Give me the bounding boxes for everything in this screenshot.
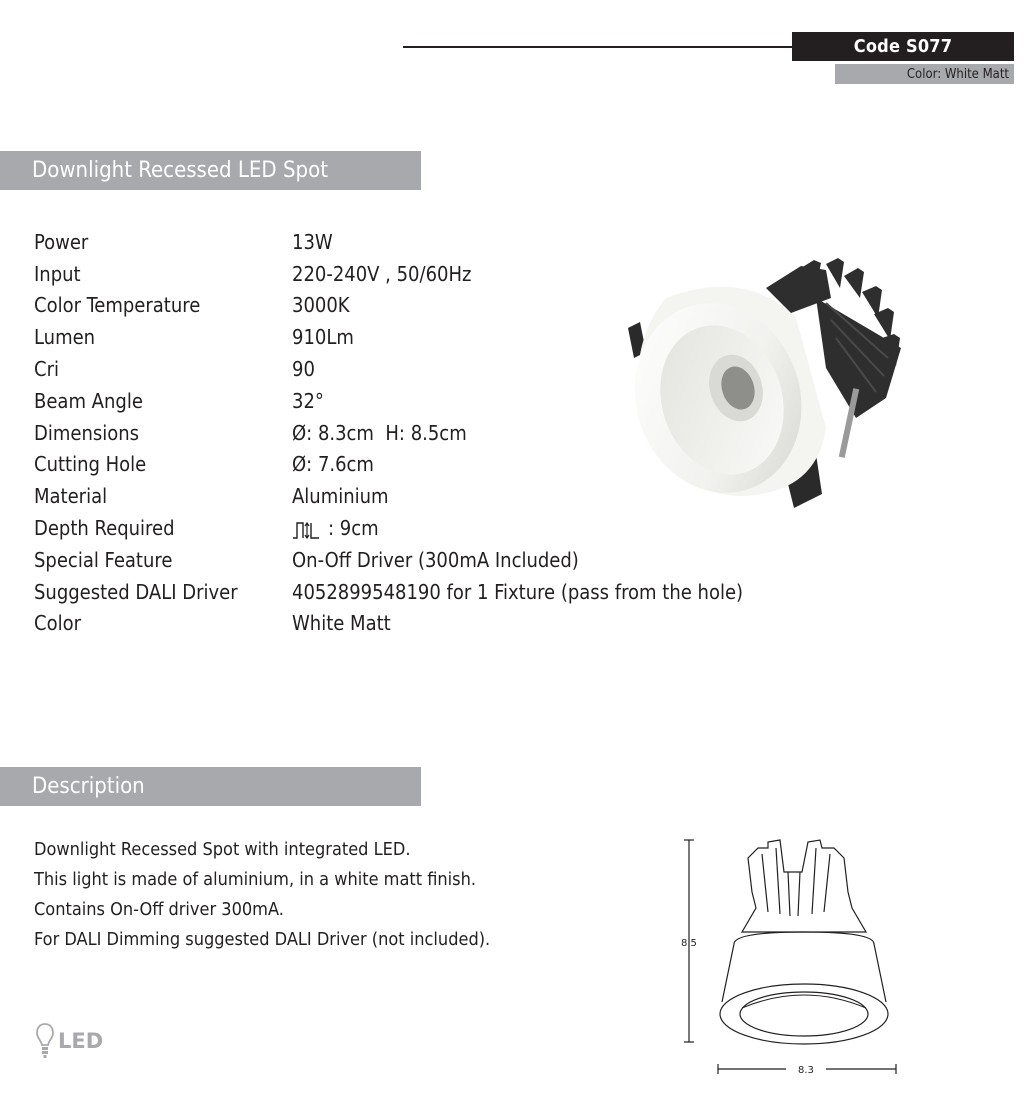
description-line: Downlight Recessed Spot with integrated LED. (34, 839, 411, 860)
spec-value: : 9cm (328, 516, 379, 541)
spec-label: Dimensions (34, 420, 140, 445)
bulb-icon (36, 1022, 54, 1060)
spec-label: Special Feature (34, 547, 173, 572)
spec-value: Aluminium (292, 484, 389, 509)
spec-label: Lumen (34, 325, 96, 350)
spec-label: Cri (34, 357, 59, 382)
spec-value: 13W (292, 229, 333, 254)
spec-value: 3000K (292, 293, 350, 318)
description-title: Description (0, 767, 421, 806)
description-line: Contains On-Off driver 300mA. (34, 899, 284, 920)
spec-row-power (34, 226, 743, 258)
description-line: For DALI Dimming suggested DALI Driver (not included). (34, 929, 491, 950)
width-label: 8.3 (798, 1065, 814, 1076)
spec-label: Beam Angle (34, 388, 143, 413)
product-photo (626, 258, 916, 508)
technical-drawing (676, 832, 906, 1082)
height-label: 8.5 (681, 938, 697, 949)
spec-label: Cutting Hole (34, 452, 147, 477)
spec-label: Depth Required (34, 516, 175, 541)
color-tag: Color: White Matt (835, 64, 1014, 84)
spec-value: Ø: 7.6cm (292, 452, 374, 477)
spec-label: Suggested DALI Driver (34, 579, 238, 604)
led-logo-text: LED (58, 1029, 104, 1053)
spec-label: Input (34, 261, 81, 286)
spec-value: 910Lm (292, 325, 354, 350)
spec-label: Material (34, 484, 108, 509)
spec-row-color (34, 608, 743, 640)
product-title: Downlight Recessed LED Spot (0, 151, 421, 190)
spec-row-special-feature (34, 544, 743, 576)
spec-value: 32° (292, 388, 324, 413)
spec-value: 220-240V , 50/60Hz (292, 261, 472, 286)
spec-row-suggested-dali-driver (34, 576, 743, 608)
spec-label: Power (34, 229, 89, 254)
spec-value: 90 (292, 357, 315, 382)
product-code: Code S077 (792, 32, 1014, 61)
description-line: This light is made of aluminium, in a white matt finish. (34, 869, 477, 890)
spec-value: Ø: 8.3cm H: 8.5cm (292, 420, 467, 445)
led-logo (36, 1022, 103, 1060)
header-rule (403, 46, 793, 48)
spec-label: Color (34, 611, 81, 636)
description-text (34, 835, 490, 955)
spec-value-wrapper (292, 516, 379, 540)
spec-label: Color Temperature (34, 293, 201, 318)
spec-value: 4052899548190 for 1 Fixture (pass from the hole) (292, 579, 744, 604)
spec-row-depth-required (34, 512, 743, 544)
spec-value: On-Off Driver (300mA Included) (292, 547, 579, 572)
depth-icon (292, 520, 322, 540)
spec-value: White Matt (292, 611, 391, 636)
